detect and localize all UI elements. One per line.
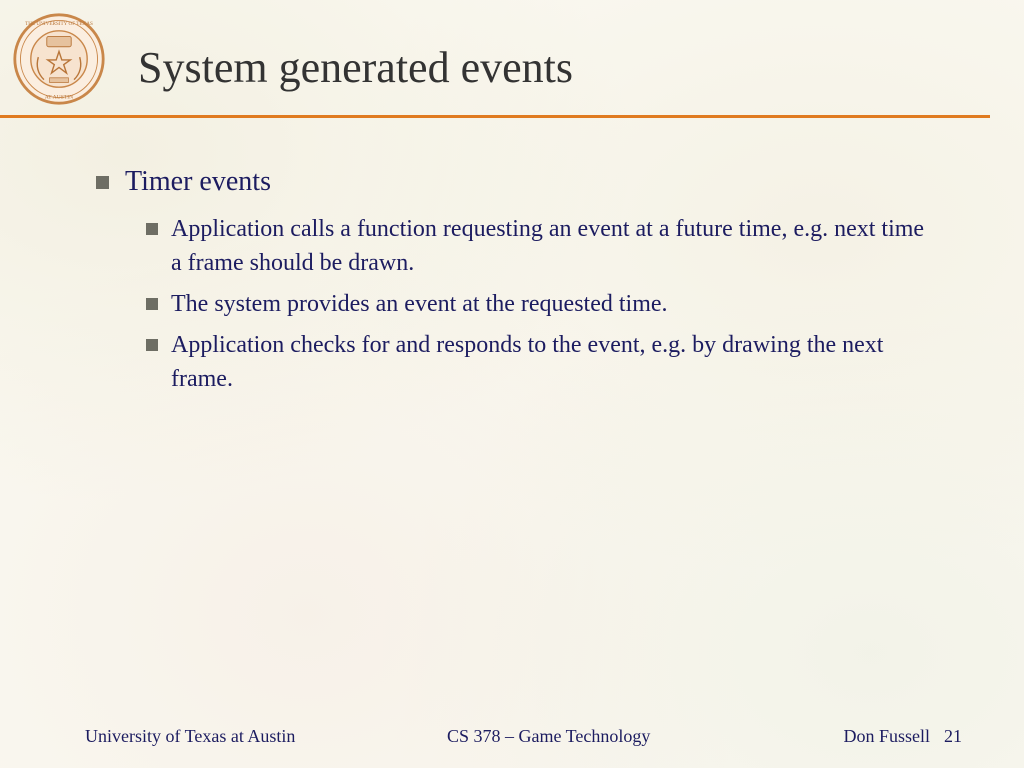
sub-bullet-item bbox=[146, 212, 936, 280]
footer-institution: University of Texas at Austin bbox=[85, 726, 296, 746]
svg-text:AT AUSTIN: AT AUSTIN bbox=[44, 94, 74, 101]
sub-bullet-item bbox=[146, 328, 936, 396]
slide-title: System generated events bbox=[138, 43, 573, 92]
bullet-label: Timer events bbox=[125, 166, 271, 197]
sub-bullet-text: Application checks for and responds to the event, e.g. by drawing the next frame. bbox=[171, 332, 884, 392]
sub-bullet-text: Application calls a function requesting an event at a future time, e.g. next time a frame should be drawn. bbox=[171, 216, 925, 276]
title-divider bbox=[0, 115, 990, 118]
svg-text:THE UNIVERSITY OF TEXAS: THE UNIVERSITY OF TEXAS bbox=[25, 21, 93, 28]
footer-course: CS 378 – Game Technology bbox=[447, 726, 651, 746]
footer-author-page bbox=[843, 725, 962, 747]
page-number: 21 bbox=[944, 726, 962, 746]
square-bullet-icon bbox=[146, 223, 158, 235]
sub-bullet-text: The system provides an event at the requested time. bbox=[171, 291, 668, 317]
footer-author: Don Fussell bbox=[843, 726, 930, 746]
square-bullet-icon bbox=[146, 339, 158, 351]
sub-bullet-item bbox=[146, 287, 936, 321]
square-bullet-icon bbox=[96, 176, 109, 189]
square-bullet-icon bbox=[146, 298, 158, 310]
university-seal-icon bbox=[12, 12, 106, 106]
sub-bullet-list bbox=[146, 212, 936, 403]
